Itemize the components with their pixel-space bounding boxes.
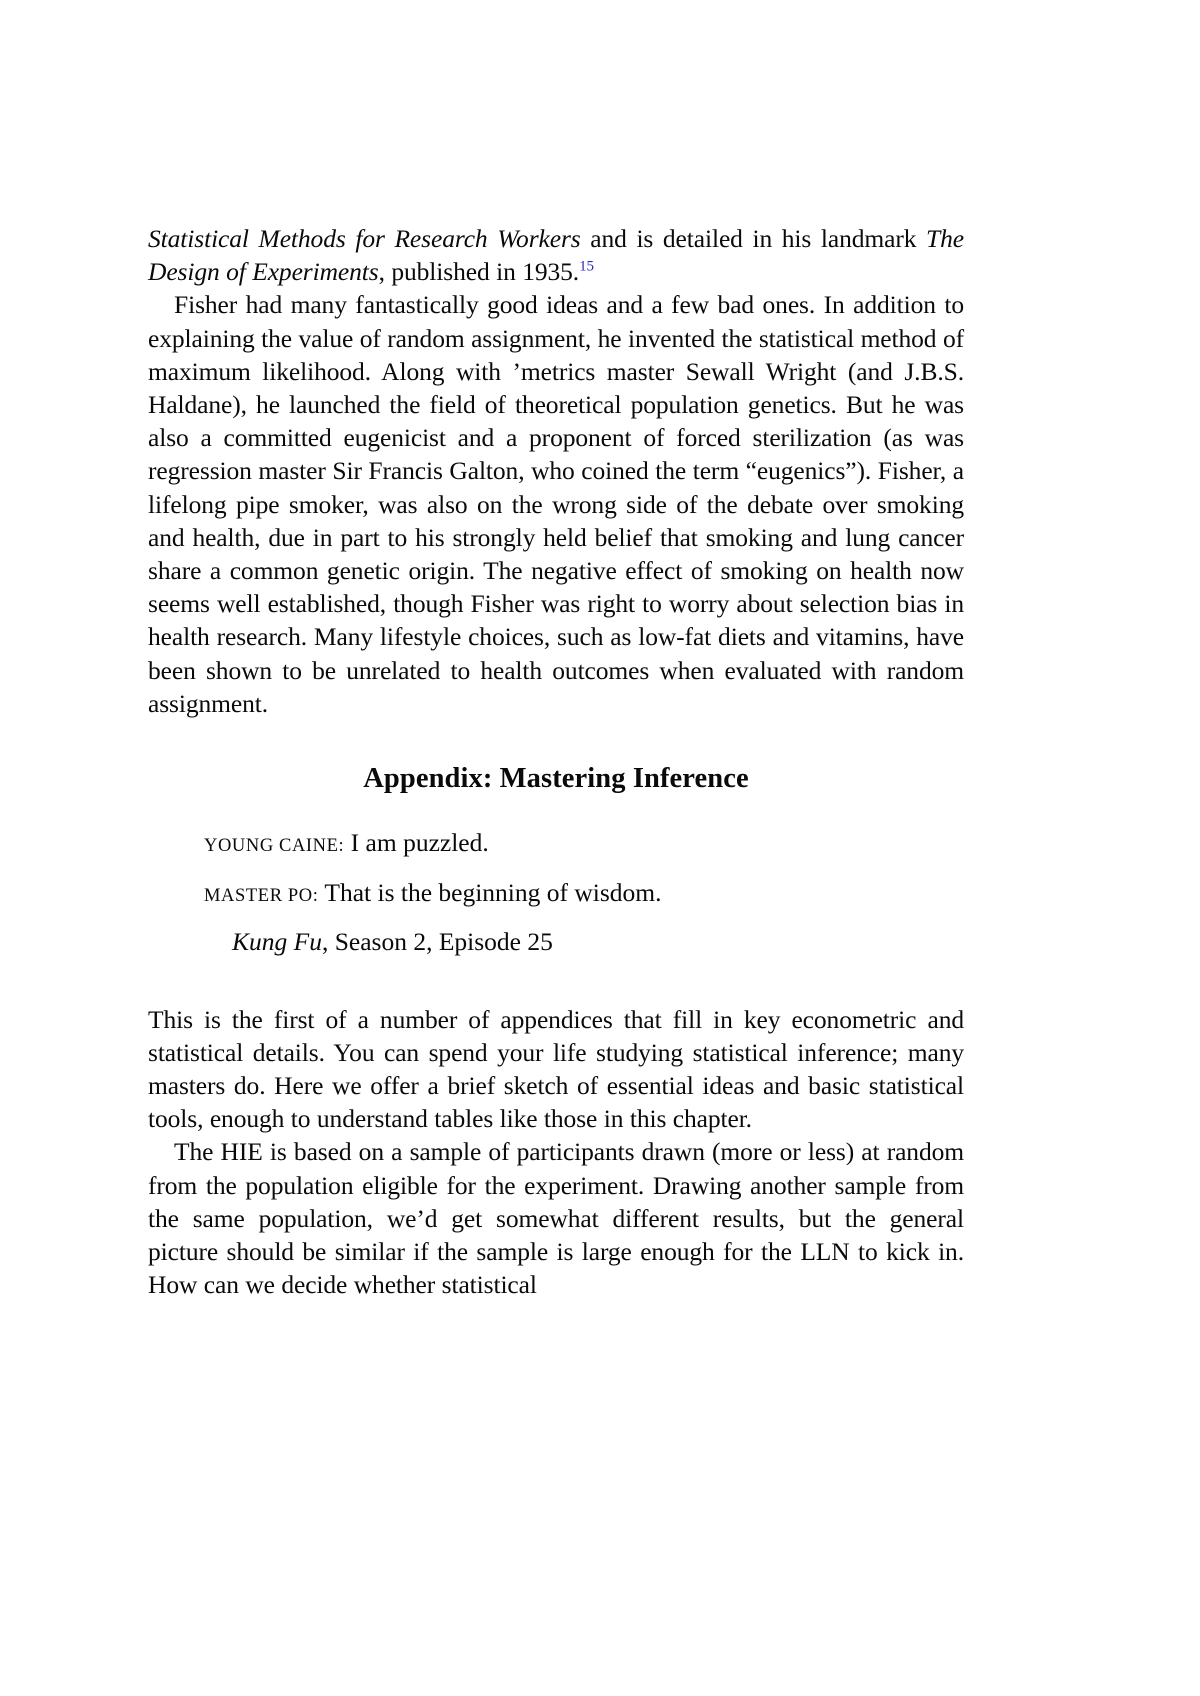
epigraph-source	[232, 925, 904, 959]
epigraph-line-master-po	[204, 876, 904, 914]
epigraph-source-detail: , Season 2, Episode 25	[321, 927, 553, 957]
continued-run-1: and is detailed in his landmark	[580, 224, 927, 253]
book-title-doe: The Design of Experiments	[148, 224, 964, 287]
epigraph-speaker-master-po: MASTER PO:	[204, 885, 319, 906]
epigraph-quote-master-po: That is the beginning of wisdom.	[324, 877, 662, 907]
footnote-marker-15[interactable]: 15	[579, 258, 594, 275]
page-title: Appendix: Mastering Inference	[363, 763, 749, 795]
epigraph-block	[204, 826, 904, 959]
epigraph-quote-young-caine: I am puzzled.	[350, 828, 489, 858]
spacer-after-epigraph	[148, 959, 964, 1003]
continued-run-2: , published in 1935.	[378, 257, 580, 287]
epigraph-line-young-caine	[204, 826, 904, 864]
epigraph-speaker-young-caine: YOUNG CAINE:	[204, 836, 345, 857]
spacer-before-heading	[148, 720, 964, 762]
paragraph-fisher: Fisher had many fantastically good ideas and a few bad ones. In addition to explaining the value of random assignment, he invented the statistical method of maximum likelihood. Along with ’metrics master Sewall Wright (and J.B.S. Haldane), he launched the field of theoretical population genetics. But he was also a committed eugenicist and a proponent of forced sterilization (as was regression master Sir Francis Galton, who coined the term “eugenics”). Fisher, a lifelong pipe smoker, was also on the wrong side of the debate over smoking and health, due in part to his strongly held belief that smoking and lung cancer share a common genetic origin. The negative effect of smoking on health now seems well established, though Fisher was right to worry about selection bias in health research. Many lifestyle choices, such as low-fat diets and vitamins, have been shown to be unrelated to health outcomes when evaluated with random assignment.	[148, 290, 964, 718]
paragraph-continued	[148, 222, 964, 288]
epigraph-source-title: Kung Fu	[232, 927, 322, 957]
book-title-smrw: Statistical Methods for Research Workers	[148, 224, 581, 253]
paragraph-hie: The HIE is based on a sample of participants drawn (more or less) at random from the population eligible for the experiment. Drawing another sample from the same population, we’d get somewhat different results, but the general picture should be similar if the sample is large enough for the LLN to kick in. How can we decide whether statistical	[148, 1137, 964, 1300]
paragraph-appendices: This is the first of a number of appendices that fill in key econometric and statistical details. You can spend your life studying statistical inference; many masters do. Here we offer a brief sketch of essential ideas and basic statistical tools, enough to understand tables like those in this chapter.	[148, 1004, 964, 1134]
spacer-after-heading	[148, 796, 964, 826]
text-column	[148, 222, 964, 1301]
